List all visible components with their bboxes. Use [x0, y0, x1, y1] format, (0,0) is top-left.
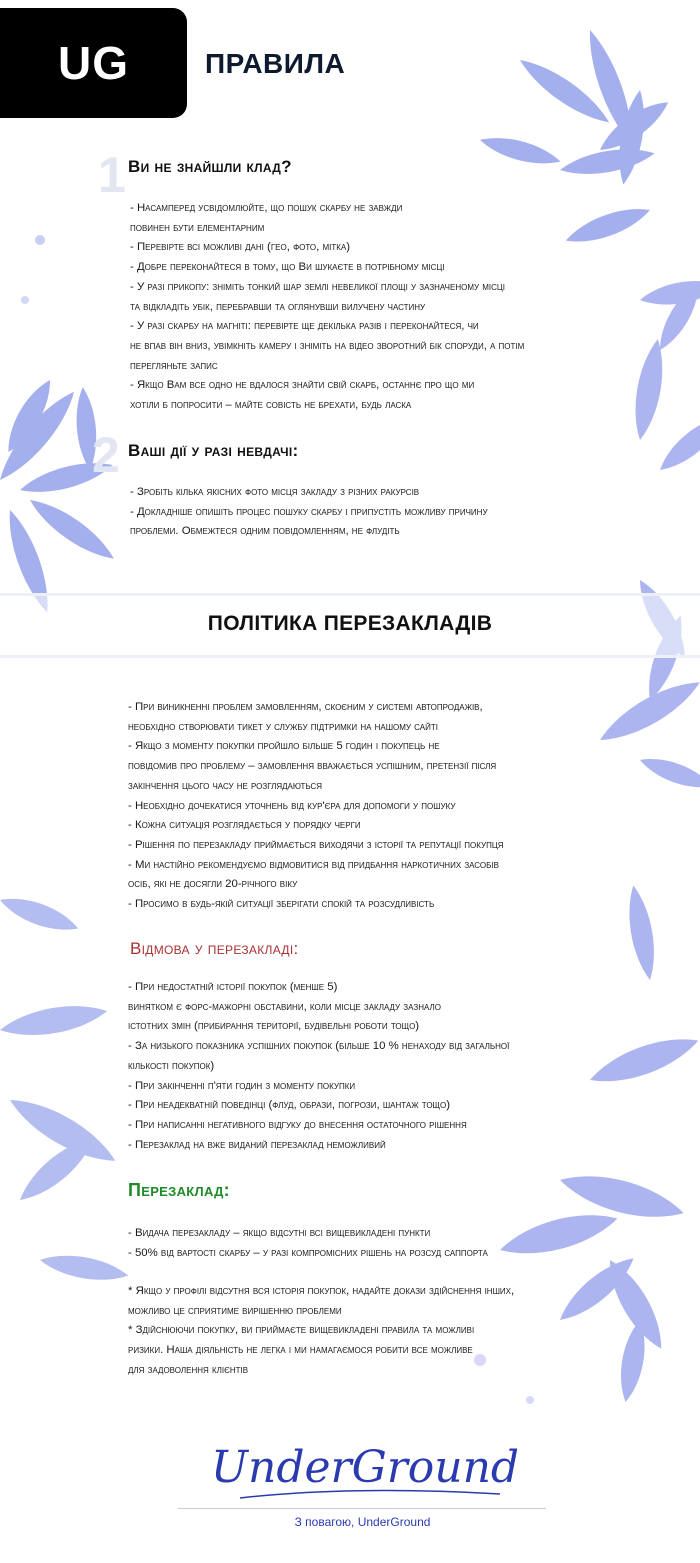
- section-heading-not-found: Ви не знайшли клад?: [128, 157, 292, 176]
- policy-title: ПОЛІТИКА ПЕРЕЗАКЛАДІВ: [207, 612, 493, 635]
- text-line: - Насамперед усвідомлюйте, що пошук скарбу не завжди: [130, 202, 403, 214]
- refusal-heading: Відмова у перезакладі:: [130, 939, 299, 958]
- section-1-text: [130, 199, 524, 416]
- text-line: - Добре переконайтеся в тому, що Ви шукаєте в потрібному місці: [130, 261, 445, 274]
- text-line: - Рішення по перезакладу приймається виходячи з історії та репутації покупця: [128, 838, 504, 851]
- section-number-2: 2: [92, 427, 120, 483]
- text-line: кількості покупок): [128, 1059, 215, 1072]
- text-line: - Ми настійно рекомендуємо відмовитися від придбання наркотичних засобів: [128, 858, 499, 871]
- notes-text: [128, 1282, 514, 1381]
- text-line: ризики. Наша діяльність не легка і ми намагаємося робити все можливе: [128, 1344, 473, 1357]
- text-line: - Перезаклад на вже виданий перезаклад неможливий: [128, 1138, 386, 1151]
- text-line: - Видача перезакладу – якщо відсутні всі вищевикладені пункти: [128, 1227, 431, 1239]
- section-2-text: [130, 483, 488, 542]
- text-line: закінчення цього часу не розглядаються: [128, 779, 323, 792]
- signature-divider: [178, 1508, 546, 1509]
- logo-badge: [0, 8, 187, 118]
- text-line: - Перевірте всі можливі дані (гео, фото, мітка): [130, 241, 351, 254]
- policy-text: [128, 698, 504, 915]
- text-line: та відкладіть убік, перебравши та оглянувши вилучену частину: [130, 300, 426, 313]
- text-line: * Здійснюючи покупку, ви приймаєте вищевикладені правила та можливі: [128, 1324, 475, 1337]
- text-line: - Кожна ситуація розглядається у порядку черги: [128, 819, 361, 832]
- text-line: не впав він вниз, увімкніть камеру і зніміть на відео зворотний бік споруди, а потім: [130, 339, 525, 352]
- text-line: повідомив про проблему – замовлення вважається успішним, претензії після: [128, 760, 497, 773]
- text-line: * Якщо у профілі відсутня вся історія покупок, надайте докази здійснення інших,: [128, 1285, 515, 1297]
- text-line: - При виникненні проблем замовленням, скоєним у системі автопродажів,: [128, 701, 483, 713]
- text-line: - При написанні негативного відгуку до внесення остаточного рішення: [128, 1118, 467, 1131]
- text-line: - У разі прикопу: зніміть тонкий шар землі невеликої площі у зазначеному місці: [130, 280, 506, 293]
- text-line: - При неадекватній поведінці (флуд, образи, погрози, шантаж тощо): [128, 1099, 451, 1112]
- text-line: перегляньте запис: [130, 359, 218, 372]
- signature-text: UnderGround: [210, 1442, 520, 1493]
- text-line: - Необхідно дочекатися уточнень від кур'єра для допомоги у пошуку: [128, 799, 456, 812]
- section-heading-actions: Ваші дії у разі невдачі:: [128, 441, 299, 460]
- text-line: необхідно створювати тикет у службу підтримки на нашому сайті: [128, 720, 438, 733]
- text-line: - Якщо з моменту покупки пройшло більше 5 годин і покупець не: [128, 740, 440, 753]
- text-line: - Просимо в будь-якій ситуації зберігати спокій та розсудливість: [128, 898, 435, 911]
- text-line: повинен бути елементарним: [130, 221, 265, 234]
- text-line: - При закінченні п'яти годин з моменту покупки: [128, 1079, 356, 1092]
- reorder-heading: Перезаклад:: [128, 1180, 230, 1200]
- section-number-1: 1: [98, 147, 126, 203]
- text-line: - Зробіть кілька якісних фото місця закладу з різних ракурсів: [130, 486, 420, 498]
- text-line: - 50% від вартості скарбу – у разі компромісних рішень на розсуд саппорта: [128, 1246, 488, 1259]
- text-line: проблеми. Обмежтеся одним повідомленням, не флудіть: [130, 525, 400, 538]
- text-line: хотіли б попросити – майте совість не брехати, будь ласка: [130, 399, 412, 412]
- logo-text: UG: [58, 37, 129, 89]
- text-line: - Докладніше опишіть процес пошуку скарбу і припустіть можливу причину: [130, 505, 488, 518]
- text-line: для задоволення клієнтів: [128, 1363, 249, 1376]
- page-title: ПРАВИЛА: [205, 48, 346, 79]
- refusal-text: [128, 978, 509, 1155]
- text-line: осіб, які не досягли 20-річного віку: [128, 878, 298, 891]
- text-line: - За низького показника успішних покупок (більше 10 % ненаходу від загальної: [128, 1040, 510, 1053]
- text-line: винятком є форс-мажорні обставини, коли місце закладу зазнало: [128, 1000, 441, 1013]
- text-line: - У разі скарбу на магніті: перевірте ще декілька разів і переконайтеся, чи: [130, 320, 479, 333]
- regards-text: З повагою, UnderGround: [294, 1515, 431, 1529]
- signature-logo: [200, 1420, 530, 1520]
- reorder-text: [128, 1224, 488, 1263]
- text-line: - При недостатній історії покупок (менше 5): [128, 981, 338, 993]
- text-line: можливо це сприятиме вирішенню проблеми: [128, 1304, 342, 1317]
- text-line: істотних змін (прибирання території, будівельні роботи тощо): [128, 1020, 420, 1033]
- text-line: - Якщо Вам все одно не вдалося знайти свій скарб, останнє про що ми: [130, 379, 475, 392]
